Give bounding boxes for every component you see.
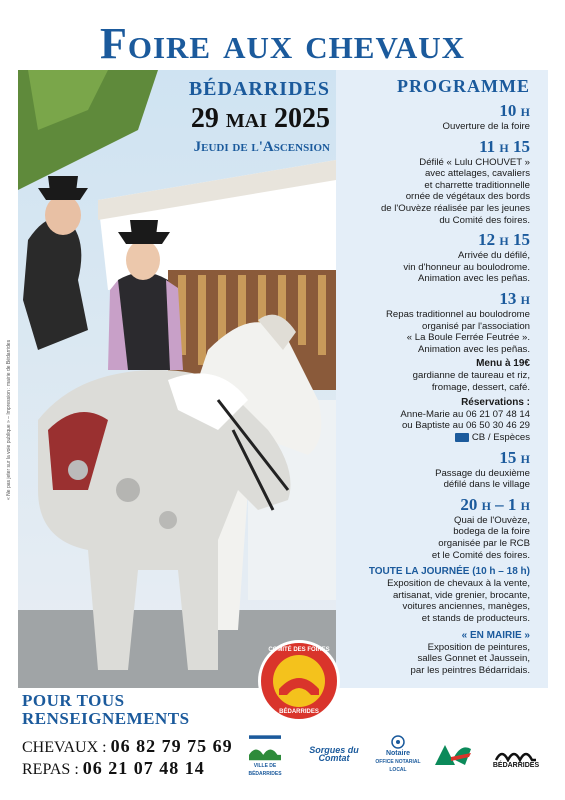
event-header [140,78,330,156]
phone-label: REPAS : [22,761,79,778]
logo-sublabel: OFFICE NOTARIAL LOCAL [375,759,421,773]
logo-ville-de-bedarrides [240,730,290,778]
all-day-block [340,565,530,624]
horses-photo [18,70,336,688]
phone-number: 06 82 79 75 69 [110,736,233,756]
slot-text: Ouverture de la foire [442,121,530,132]
mairie-title: « EN MAIRIE » [461,629,530,641]
logo-label: Sorgues du Comtat [309,745,359,763]
logo-sorgues-du-comtat [304,730,364,778]
programme-slot [340,101,530,133]
logo-bedarrides [484,730,548,778]
info-section [22,692,233,780]
slot-text: Quai de l'Ouvèze, bodega de la foire organisée par le RCB et le Comité des foires. [431,514,530,561]
menu-text: gardianne de taureau et riz, fromage, dessert, café. [412,370,530,393]
badge-bottom-text: BÉDARRIDES [279,709,319,715]
programme-section [340,76,530,676]
event-date: 29 mai 2025 [190,103,330,134]
programme-slot [340,448,530,491]
town-logo-icon [243,730,287,762]
logo-credit-agricole [428,730,478,778]
slot-time: 10 h [499,101,530,120]
programme-slot [340,289,530,444]
info-title-line2: RENSEIGNEMENTS [22,709,190,728]
slot-time: 13 h [499,288,530,308]
credit-agricole-icon [431,739,475,769]
logo-label: BÉDARRIDES [492,762,540,769]
phone-label: CHEVAUX : [22,739,107,756]
programme-slot [340,230,530,285]
reservations-text: Anne-Marie au 06 21 07 48 14 ou Baptiste au 06 50 30 46 29 [400,408,530,432]
print-credit: « Ne pas jeter sur la voie publique » – Impression : mairie de Bédarrides [6,339,12,500]
slot-time: 12 h 15 [478,230,530,250]
all-day-text: Exposition de chevaux à la vente, artisanat, vide grenier, brocante, voitures anciennes, manèges, et stands de producteurs. [387,578,530,625]
logo-label: Notaire [385,750,411,757]
slot-time: 15 h [499,447,530,467]
slot-text: Arrivée du défilé, vin d'honneur au boulodrome. Animation avec les peñas. [403,250,530,285]
badge-top-text: COMITÉ DES FOIRES [268,647,330,653]
phone-row-repas [22,758,233,780]
mairie-text: Exposition de peintures, salles Gonnet et Jaussein, par les peintres Bédarridais. [410,641,530,676]
payment-methods: CB / Espèces [471,431,530,443]
info-title-line1: POUR TOUS [22,691,125,710]
bridge-icon [273,655,325,707]
menu-title: Menu à 19€ [476,358,530,370]
event-town: BÉDARRIDES [188,78,330,100]
logo-label: VILLE DE BÉDARRIDES [248,763,282,777]
slot-text: Passage du deuxième défilé dans le village [435,467,530,491]
comite-des-foires-badge [258,640,340,722]
horse-riders-image [18,70,336,688]
slot-text: Défilé « Lulu CHOUVET » avec attelages, cavaliers et charrette traditionnelle ornée de végétaux des bords de l'Ouvèze réalisée par les jeunes du Comité des foires. [380,156,530,226]
payment-line [340,432,530,444]
poster-title: Foire aux chevaux [99,19,465,68]
reservations-title: Réservations : [461,396,530,408]
bedarrides-bridge-icon [494,738,538,762]
sponsor-logos [232,730,552,780]
slot-time: 11 h 15 [479,136,530,156]
logo-notaire [370,730,426,778]
event-occasion: Jeudi de l'Ascension [193,139,330,155]
mairie-block [340,629,530,677]
phone-row-chevaux [22,736,233,758]
programme-slot [340,495,530,561]
slot-time: 20 h – 1 h [460,494,530,514]
slot-text: Repas traditionnel au boulodrome organisé par l'association « La Boule Ferrée Feutrée ». Animation avec les peñas. [386,308,530,355]
badge-emblem [273,655,325,707]
notaire-icon [386,734,410,750]
credit-card-icon [455,433,469,442]
phone-number: 06 21 07 48 14 [82,758,205,778]
programme-title: PROGRAMME [397,76,530,96]
phone-list [22,736,233,780]
all-day-title: TOUTE LA JOURNÉE (10 h – 18 h) [368,566,530,578]
programme-slot [340,137,530,227]
